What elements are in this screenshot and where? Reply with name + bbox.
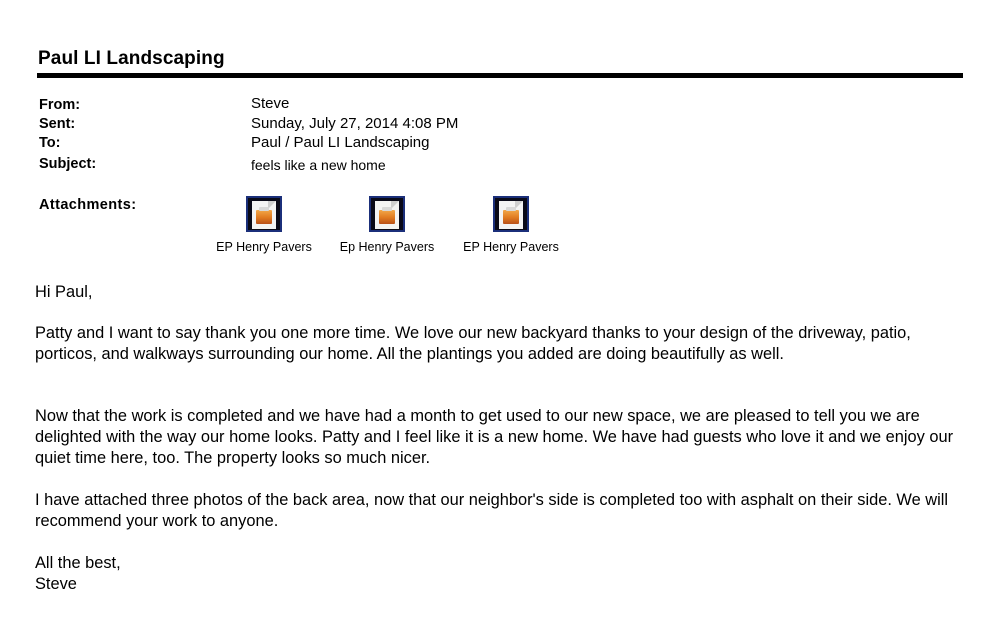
body-paragraph: Now that the work is completed and we have had a month to get used to our new space, we are pleased to tell you we are delighted with the way our home looks. Patty and I feel like it is a new home. We have had guests who love it and we enjoy our quiet time here, too. The property looks so much nicer. bbox=[35, 407, 954, 467]
title-rule bbox=[37, 73, 963, 78]
subject-value: feels like a new home bbox=[251, 157, 386, 173]
closing: All the best, bbox=[35, 554, 121, 572]
attachment-item[interactable] bbox=[322, 196, 452, 254]
from-value: Steve bbox=[251, 95, 290, 112]
attachments-label: Attachments: bbox=[39, 197, 137, 213]
sent-label: Sent: bbox=[39, 116, 76, 132]
from-label: From: bbox=[39, 97, 81, 113]
sent-value: Sunday, July 27, 2014 4:08 PM bbox=[251, 115, 459, 132]
attachment-item[interactable] bbox=[199, 196, 329, 254]
body-paragraph: I have attached three photos of the back area, now that our neighbor's side is completed too with asphalt on their side. We will recommend your work to anyone. bbox=[35, 491, 949, 530]
document-title: Paul LI Landscaping bbox=[38, 48, 225, 69]
signature: Steve bbox=[35, 575, 77, 593]
body-paragraph: Patty and I want to say thank you one more time. We love our new backyard thanks to your design of the driveway, patio, porticos, and walkways surrounding our home. All the plantings you added are doing beautifully as well. bbox=[35, 324, 911, 363]
to-label: To: bbox=[39, 135, 61, 151]
to-value: Paul / Paul LI Landscaping bbox=[251, 134, 430, 151]
attachment-name[interactable]: EP Henry Pavers bbox=[216, 240, 312, 254]
attachment-name[interactable]: EP Henry Pavers bbox=[463, 240, 559, 254]
subject-label: Subject: bbox=[39, 156, 97, 172]
attachment-name[interactable]: Ep Henry Pavers bbox=[339, 240, 435, 254]
greeting: Hi Paul, bbox=[35, 283, 93, 301]
image-file-icon[interactable] bbox=[246, 196, 282, 232]
image-file-icon[interactable] bbox=[369, 196, 405, 232]
image-file-icon[interactable] bbox=[493, 196, 529, 232]
attachment-item[interactable] bbox=[446, 196, 576, 254]
